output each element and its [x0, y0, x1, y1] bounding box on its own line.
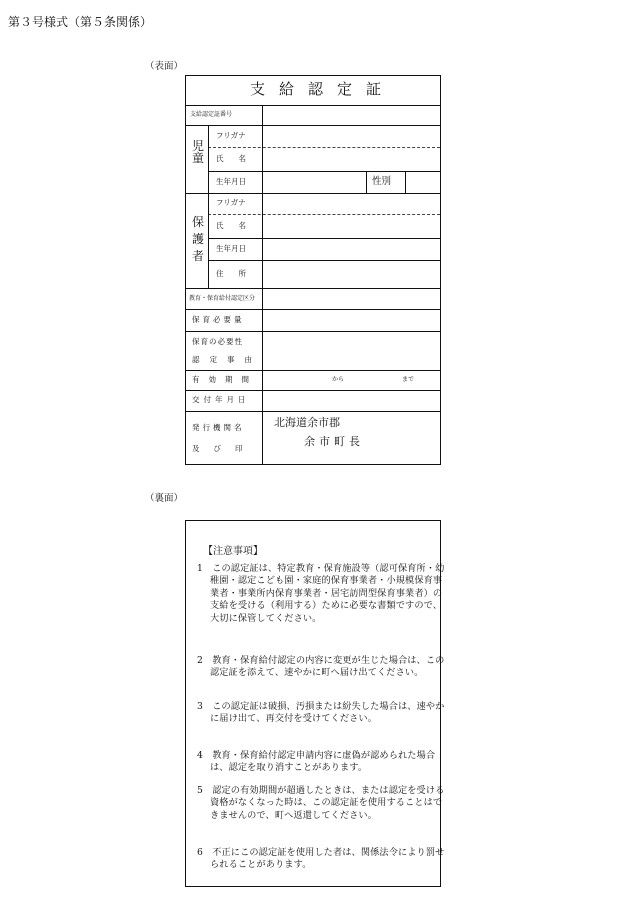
sex-cell-divider — [366, 171, 367, 193]
issuer-label-2: 及び印 — [192, 444, 257, 453]
row-divider — [186, 288, 440, 289]
back-side-label: （裏面） — [145, 493, 184, 504]
child-birthdate-label: 生年月日 — [216, 177, 246, 186]
row-divider — [186, 105, 440, 106]
issuer-organization: 北海道余市郡 — [274, 416, 340, 429]
furigana-divider — [208, 147, 440, 148]
note-item-5: 5 認定の有効期間が超過したときは、または認定を受ける資格がなくなった時は、この認定証を使用することはできませんので、町へ返還してください。 — [197, 785, 445, 821]
issuer-label-1: 発行機関名 — [192, 423, 245, 432]
label-column-divider — [262, 105, 263, 464]
necessity-label-2: 認定事由 — [192, 355, 262, 364]
note-item-1: 1 この認定証は、特定教育・保育施設等（認可保育所・幼稚園・認定こども園・家庭的保育事業者・小規模保育事業者・事業所内保育事業者・居宅訪問型保育事業者）の支給を受ける（利用する）ために必要な書類ですので、大切に保管してください。 — [197, 563, 445, 624]
row-divider — [186, 331, 440, 332]
guardian-furigana-label: フリガナ — [216, 198, 246, 207]
row-divider — [186, 193, 440, 194]
child-furigana-label: フリガナ — [216, 131, 246, 140]
note-item-3: 3 この認定証は破損、汚損または紛失した場合は、速やかに届け出て、再交付を受けてください。 — [197, 701, 445, 725]
issue-date-label: 交付年月日 — [192, 395, 250, 404]
education-category-label: 教育・保育給付認定区分 — [189, 295, 256, 302]
guardian-address-label: 住 所 — [216, 269, 246, 278]
row-divider — [186, 370, 440, 371]
group-column-divider — [208, 125, 209, 288]
notes-heading: 【注意事項】 — [203, 546, 263, 557]
row-divider — [208, 238, 440, 239]
row-divider — [186, 411, 440, 412]
child-group-label: 児童 — [192, 139, 205, 165]
note-item-2: 2 教育・保育給付認定の内容に変更が生じた場合は、この認定証を添えて、速やかに町へ届け出てください。 — [197, 655, 445, 679]
note-item-6: 6 不正にこの認定証を使用した者は、関係法令により罰せられることがあります。 — [197, 847, 445, 871]
cert-number-label: 支給認定証番号 — [190, 111, 233, 118]
child-name-label: 氏 名 — [216, 154, 246, 163]
validity-until: まで — [402, 376, 415, 383]
care-amount-label: 保育必要量 — [192, 315, 245, 324]
row-divider — [186, 309, 440, 310]
front-side-label: （表面） — [145, 61, 184, 72]
row-divider — [208, 260, 440, 261]
form-number-title: 第３号様式（第５条関係） — [8, 15, 153, 29]
guardian-birthdate-label: 生年月日 — [216, 244, 246, 253]
certificate-title: 支給認定証 — [250, 80, 396, 98]
certificate-front — [185, 75, 441, 465]
necessity-label-1: 保育の必要性 — [192, 337, 243, 346]
certificate-back — [185, 520, 445, 887]
issuer-mayor: 余市町長 — [304, 435, 364, 448]
row-divider — [186, 125, 440, 126]
validity-from: から — [332, 376, 345, 383]
guardian-group-label: 保護者 — [192, 215, 205, 263]
note-item-4: 4 教育・保育給付認定申請内容に虚偽が認められた場合は、認定を取り消すことがあります。 — [197, 750, 436, 774]
guardian-name-label: 氏 名 — [216, 221, 246, 230]
sex-cell-divider — [405, 171, 406, 193]
validity-label: 有効期間 — [192, 375, 258, 384]
sex-label: 性別 — [372, 176, 392, 187]
furigana-divider — [208, 214, 440, 215]
row-divider — [186, 390, 440, 391]
